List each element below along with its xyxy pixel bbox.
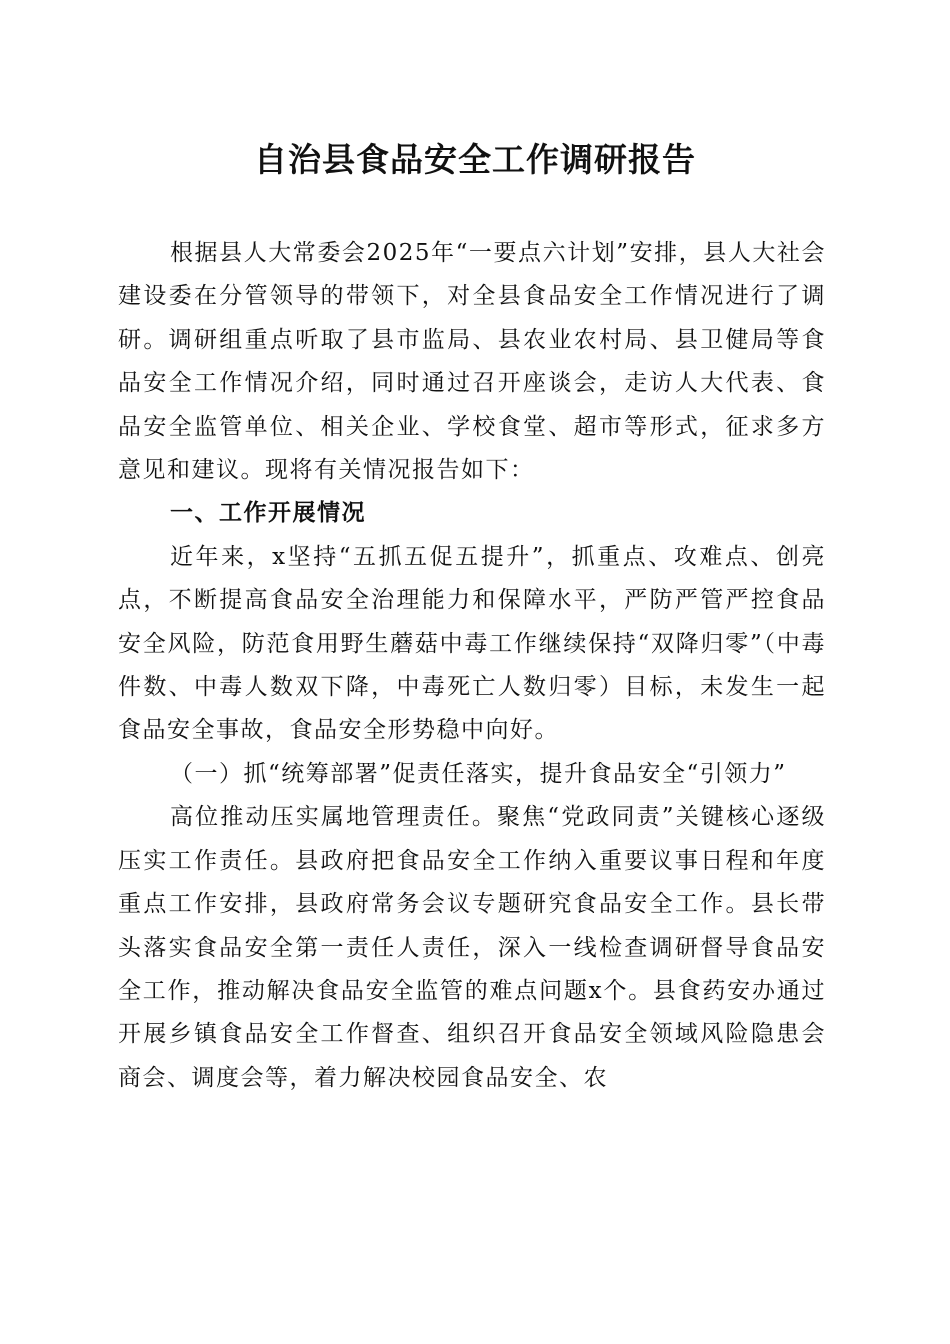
subsection-1-paragraph: 高位推动压实属地管理责任。聚焦“党政同责”关键核心逐级压实工作责任。县政府把食品安全工作纳入重要议事日程和年度重点工作安排，县政府常务会议专题研究食品安全工作。县长带头落实食品安全第一责任人责任，深入一线检查调研督导食品安全工作，推动解决食品安全监管的难点问题x个。县食药安办通过开展乡镇食品安全工作督查、组织召开食品安全领域风险隐患会商会、调度会等，着力解决校园食品安全、农 — [118, 804, 826, 1091]
subsection-1-heading: （一）抓“统筹部署”促责任落实，提升食品安全“引领力” — [170, 760, 787, 787]
document-body — [118, 232, 826, 1100]
document-title: 自治县食品安全工作调研报告 — [254, 140, 696, 179]
intro-paragraph: 根据县人大常委会2025年“一要点六计划”安排，县人大社会建设委在分管领导的带领下，对全县食品安全工作情况进行了调研。调研组重点听取了县市监局、县农业农村局、县卫健局等食品安全工作情况介绍，同时通过召开座谈会，走访人大代表、食品安全监管单位、相关企业、学校食堂、超市等形式，征求多方意见和建议。现将有关情况报告如下： — [118, 240, 826, 484]
section-1-paragraph: 近年来，x坚持“五抓五促五提升”，抓重点、攻难点、创亮点，不断提高食品安全治理能力和保障水平，严防严管严控食品安全风险，防范食用野生蘑菇中毒工作继续保持“双降归零”（中毒件数、中毒人数双下降，中毒死亡人数归零）目标，未发生一起食品安全事故，食品安全形势稳中向好。 — [118, 543, 826, 744]
section-1-heading: 一、工作开展情况 — [170, 500, 366, 527]
